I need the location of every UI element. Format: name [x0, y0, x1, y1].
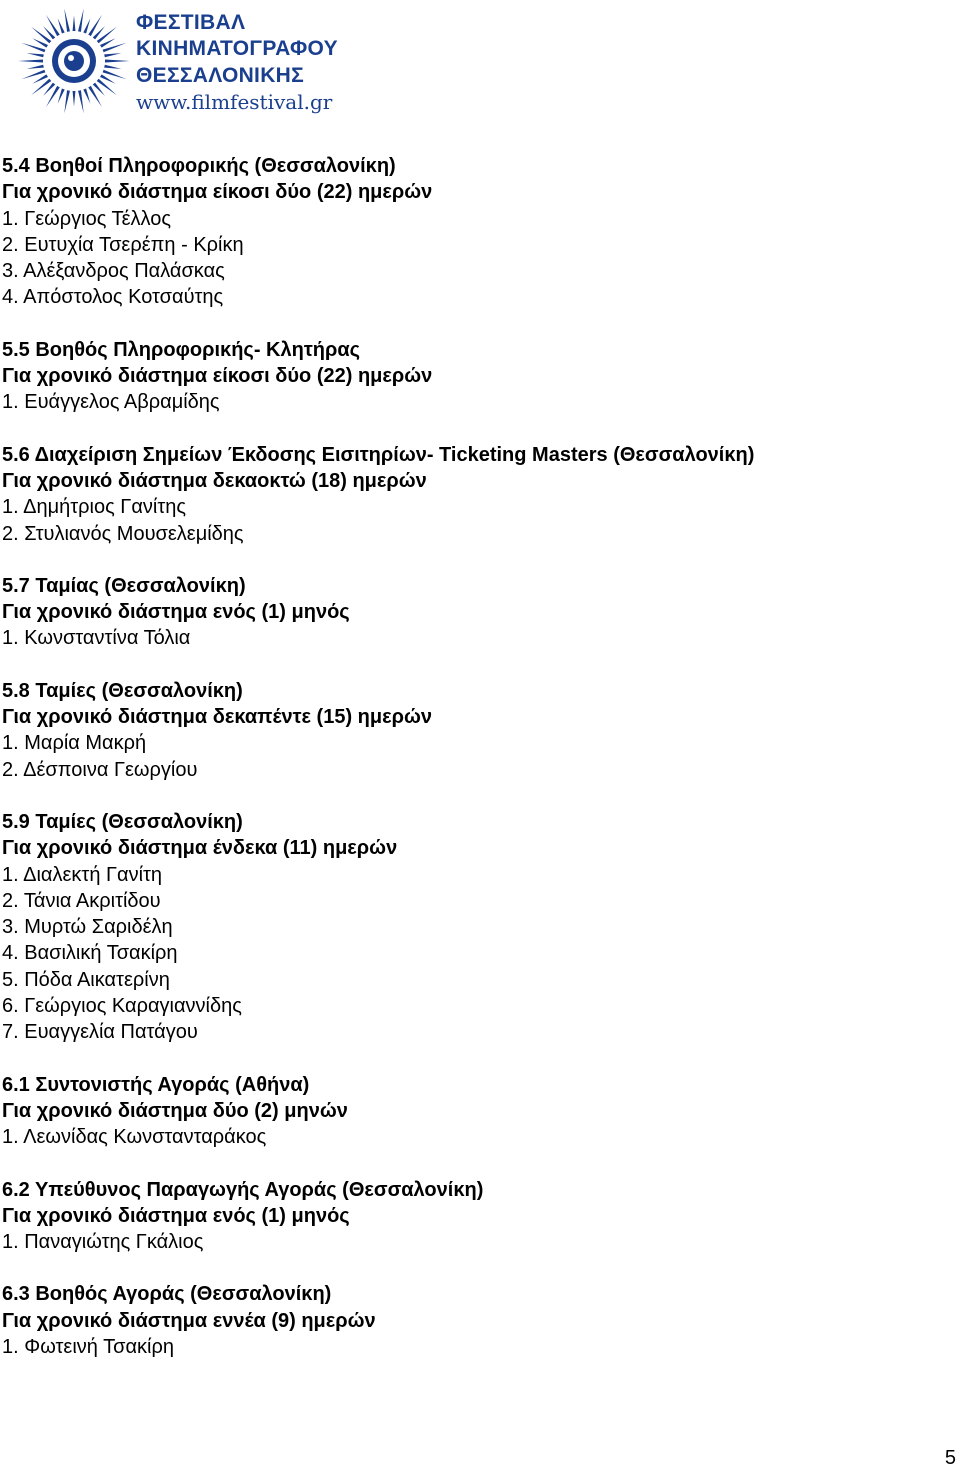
- festival-sun-logo-icon: [8, 4, 140, 118]
- staff-name-item: 1. Γεώργιος Τέλλος: [2, 207, 171, 230]
- position-duration: Για χρονικό διάστημα ενός (1) μηνός: [2, 1204, 350, 1227]
- position-section: [2, 153, 952, 311]
- position-title: 6.2 Υπεύθυνος Παραγωγής Αγοράς (Θεσσαλονίκη): [2, 1178, 484, 1201]
- staff-name-item: 1. Κωνσταντίνα Τόλια: [2, 627, 191, 650]
- festival-name: [136, 10, 338, 89]
- festival-name-line: ΘΕΣΣΑΛΟΝΙΚΗΣ: [136, 63, 305, 87]
- position-duration: Για χρονικό διάστημα εννέα (9) ημερών: [2, 1309, 376, 1332]
- festival-name-line: ΦΕΣΤΙΒΑΛ: [136, 11, 246, 34]
- position-title: 6.1 Συντονιστής Αγοράς (Αθήνα): [2, 1073, 310, 1096]
- page-number: 5: [944, 1447, 956, 1469]
- position-section: [2, 442, 952, 547]
- staff-name-item: 1. Μαρία Μακρή: [2, 732, 147, 755]
- position-section: [2, 573, 952, 652]
- position-section: [2, 678, 952, 783]
- position-duration: Για χρονικό διάστημα ενός (1) μηνός: [2, 601, 350, 624]
- staff-name-item: 3. Αλέξανδρος Παλάσκας: [2, 260, 225, 283]
- position-title: 6.3 Βοηθός Αγοράς (Θεσσαλονίκη): [2, 1283, 332, 1306]
- staff-name-item: 1. Διαλεκτή Γανίτη: [2, 863, 163, 886]
- page-header: [8, 2, 368, 120]
- staff-name-item: 2. Τάνια Ακριτίδου: [2, 889, 161, 912]
- festival-name-line: ΚΙΝΗΜΑΤΟΓΡΑΦΟΥ: [136, 37, 338, 61]
- staff-name-item: 1. Δημήτριος Γανίτης: [2, 496, 186, 519]
- position-title: 5.6 Διαχείριση Σημείων Έκδοσης Εισιτηρίων- Ticketing Masters (Θεσσαλονίκη): [2, 443, 755, 466]
- staff-name-item: 2. Ευτυχία Τσερέπη - Κρίκη: [2, 233, 244, 256]
- staff-name-item: 4. Απόστολος Κοτσαύτης: [2, 286, 224, 309]
- position-title: 5.5 Βοηθός Πληροφορικής- Κλητήρας: [2, 338, 361, 361]
- position-duration: Για χρονικό διάστημα είκοσι δύο (22) ημερών: [2, 365, 433, 388]
- festival-website-url: www.filmfestival.gr: [136, 90, 333, 114]
- staff-name-item: 6. Γεώργιος Καραγιαννίδης: [2, 995, 242, 1018]
- position-duration: Για χρονικό διάστημα είκοσι δύο (22) ημερών: [2, 181, 433, 204]
- staff-name-item: 1. Φωτεινή Τσακίρη: [2, 1335, 174, 1358]
- position-section: [2, 809, 952, 1046]
- position-section: [2, 1072, 952, 1151]
- document-body: [2, 153, 952, 1386]
- staff-name-item: 5. Πόδα Αικατερίνη: [2, 968, 170, 991]
- position-duration: Για χρονικό διάστημα δύο (2) μηνών: [2, 1099, 348, 1122]
- position-section: [2, 1177, 952, 1256]
- position-title: 5.8 Ταμίες (Θεσσαλονίκη): [2, 679, 243, 702]
- staff-name-item: 1. Παναγιώτης Γκάλιος: [2, 1231, 204, 1254]
- position-duration: Για χρονικό διάστημα δεκαπέντε (15) ημερών: [2, 706, 433, 729]
- position-title: 5.9 Ταμίες (Θεσσαλονίκη): [2, 810, 243, 833]
- position-section: [2, 1281, 952, 1360]
- position-duration: Για χρονικό διάστημα ένδεκα (11) ημερών: [2, 837, 398, 860]
- staff-name-item: 1. Λεωνίδας Κωνστανταράκος: [2, 1126, 267, 1149]
- staff-name-item: 1. Ευάγγελος Αβραμίδης: [2, 391, 220, 414]
- staff-name-item: 2. Στυλιανός Μουσελεμίδης: [2, 522, 244, 545]
- position-duration: Για χρονικό διάστημα δεκαοκτώ (18) ημερών: [2, 469, 427, 492]
- staff-name-item: 4. Βασιλική Τσακίρη: [2, 942, 178, 965]
- position-title: 5.4 Βοηθοί Πληροφορικής (Θεσσαλονίκη): [2, 155, 396, 177]
- staff-name-item: 7. Ευαγγελία Πατάγου: [2, 1021, 198, 1044]
- staff-name-item: 3. Μυρτώ Σαριδέλη: [2, 916, 173, 939]
- position-section: [2, 337, 952, 416]
- position-title: 5.7 Ταμίας (Θεσσαλονίκη): [2, 574, 246, 597]
- staff-name-item: 2. Δέσποινα Γεωργίου: [2, 758, 198, 781]
